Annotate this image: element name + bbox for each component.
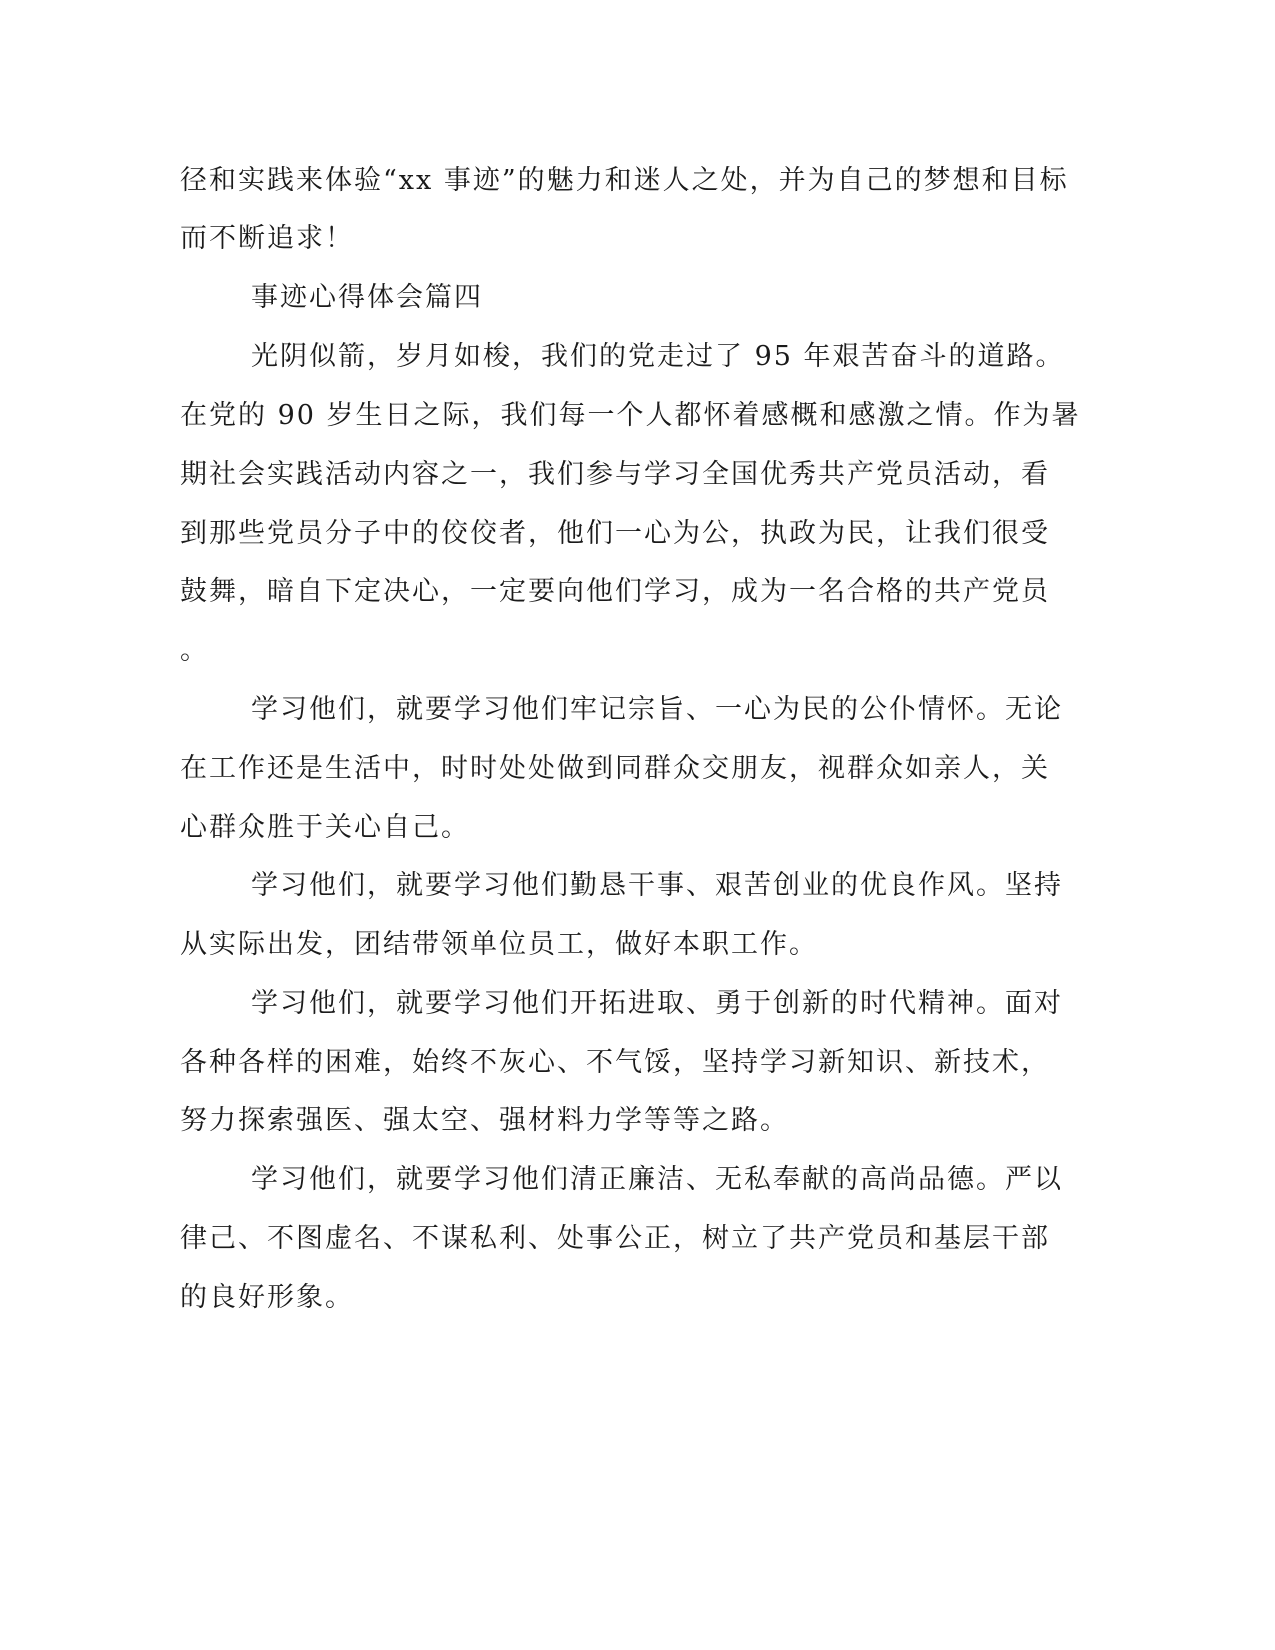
text-line: 努力探索强医、强太空、强材料力学等等之路。 [180,1105,789,1136]
text-line: 到那些党员分子中的佼佼者，他们一心为公，执政为民，让我们很受 [180,518,1050,549]
text-line: 鼓舞，暗自下定决心，一定要向他们学习，成为一名合格的共产党员 [180,576,1050,607]
text-line: 从实际出发，团结带领单位员工，做好本职工作。 [180,929,818,960]
paragraph-start: 学习他们，就要学习他们开拓进取、勇于创新的时代精神。面对 [251,988,1063,1019]
text-line: 心群众胜于关心自己。 [180,812,470,843]
text-line: 的良好形象。 [180,1282,354,1313]
text-line: 。 [180,635,209,666]
text-line: 各种各样的困难，始终不灰心、不气馁，坚持学习新知识、新技术， [180,1047,1050,1078]
text-line: 在党的 90 岁生日之际，我们每一个人都怀着感概和感激之情。作为暑 [180,400,1081,431]
paragraph-start: 学习他们，就要学习他们清正廉洁、无私奉献的高尚品德。严以 [251,1164,1063,1195]
text-line: 在工作还是生活中，时时处处做到同群众交朋友，视群众如亲人，关 [180,753,1050,784]
section-heading: 事迹心得体会篇四 [251,282,483,313]
paragraph-start: 学习他们，就要学习他们牢记宗旨、一心为民的公仆情怀。无论 [251,694,1063,725]
text-line: 律己、不图虚名、不谋私利、处事公正，树立了共产党员和基层干部 [180,1223,1050,1254]
text-line: 而不断追求！ [180,223,354,254]
paragraph-start: 学习他们，就要学习他们勤恳干事、艰苦创业的优良作风。坚持 [251,870,1063,901]
text-line: 期社会实践活动内容之一，我们参与学习全国优秀共产党员活动，看 [180,459,1050,490]
text-line: 径和实践来体验“xx 事迹”的魅力和迷人之处，并为自己的梦想和目标 [180,165,1069,196]
paragraph-start: 光阴似箭，岁月如梭，我们的党走过了 95 年艰苦奋斗的道路。 [251,341,1065,372]
